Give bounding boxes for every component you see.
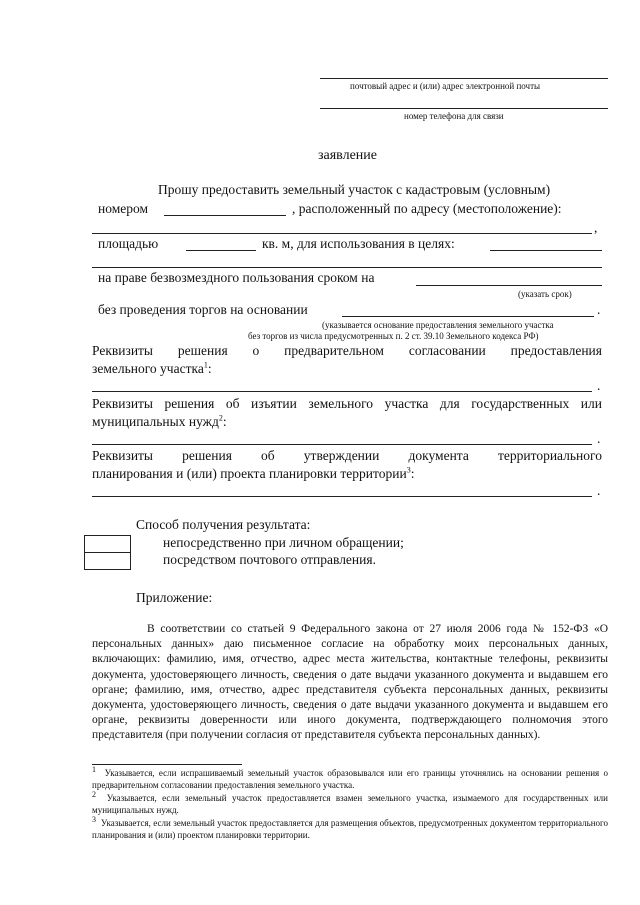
area-field[interactable] <box>186 250 256 251</box>
footnote-2-text: Указывается, если земельный участок предоставляется взамен земельного участка, изымаемого для государственных или муниципальных нужд. <box>92 793 608 815</box>
seizure-decision-line-2 <box>92 414 227 430</box>
document-title: заявление <box>318 148 378 163</box>
cadastral-number-label: номером <box>98 201 149 216</box>
footnote-ref-2: 2 <box>218 413 223 423</box>
prelim-decision-field[interactable] <box>92 391 592 392</box>
address-comma: , <box>594 220 598 235</box>
result-method-heading: Способ получения результата: <box>136 517 311 532</box>
postal-address-line[interactable] <box>320 78 608 79</box>
footnote-3-mark: 3 <box>92 815 96 824</box>
no-tender-label: без проведения торгов на основании <box>98 302 308 317</box>
option-by-mail: посредством почтового отправления. <box>163 552 376 567</box>
phone-line[interactable] <box>320 108 608 109</box>
footnote-1-mark: 1 <box>92 765 96 774</box>
planning-decision-line-1: Реквизиты решения об утверждении документа территориального <box>92 448 602 463</box>
planning-colon: : <box>410 466 415 481</box>
checkbox-in-person[interactable] <box>84 535 131 553</box>
area-label: площадью <box>98 236 159 251</box>
prelim-colon: : <box>207 361 212 376</box>
basis-period: . <box>597 302 601 317</box>
seizure-period: . <box>597 431 601 446</box>
prelim-decision-text: земельного участка <box>92 361 204 376</box>
footnote-1-text: Указывается, если испрашиваемый земельный участок образовывался или его границы уточнялись на основании решения о предварительном согласовании предоставления земельного участка. <box>92 768 608 790</box>
seizure-decision-field[interactable] <box>92 444 592 445</box>
footnote-ref-1: 1 <box>203 360 208 370</box>
footnote-2 <box>92 790 608 816</box>
footnote-1 <box>92 765 608 791</box>
area-unit-label: кв. м, для использования в целях: <box>262 236 455 251</box>
basis-field[interactable] <box>342 316 594 317</box>
request-line-1: Прошу предоставить земельный участок с кадастровым (условным) <box>158 182 551 197</box>
prelim-period: . <box>597 378 601 393</box>
footnote-ref-3: 3 <box>406 465 411 475</box>
consent-paragraph: В соответствии со статьей 9 Федерального закона от 27 июля 2006 года № 152-ФЗ «О персональных данных» даю письменное согласие на обработку моих персональных данных, включающих: фамилию, имя, отчество, адрес места жительства, контактные телефоны, реквизиты документа, удостоверяющего личность, сведения о дате выдачи указанного документа и выдавшем его органе; фамилию, имя, отчество, адрес представителя субъекта персональных данных, реквизиты документа, удостоверяющего личность, сведения о дате выдачи указанного документа и выдавшем его органе, реквизиты доверенности или иного документа, подтверждающего полномочия этого представителя (при получении согласия от представителя субъекта персональных данных). <box>92 623 608 742</box>
free-use-label: на праве безвозмездного пользования сроком на <box>98 270 375 285</box>
planning-decision-line-2 <box>92 466 414 482</box>
term-field[interactable] <box>416 285 602 286</box>
footnote-3 <box>92 815 608 841</box>
purpose-field-1[interactable] <box>490 250 602 251</box>
footnote-3-text: Указывается, если земельный участок предоставляется для размещения объектов, предусмотренных документом территориального планирования и (или) проектом планировки территории. <box>92 818 608 840</box>
attachment-label: Приложение: <box>136 590 213 605</box>
purpose-field-2[interactable] <box>92 267 602 268</box>
term-hint: (указать срок) <box>518 289 572 299</box>
footnote-separator <box>92 764 242 765</box>
prelim-decision-line-2 <box>92 361 212 377</box>
prelim-decision-line-1: Реквизиты решения о предварительном согласовании предоставления <box>92 343 602 358</box>
postal-address-caption: почтовый адрес и (или) адрес электронной почты <box>350 81 541 91</box>
basis-hint-1: (указывается основание предоставления земельного участка <box>322 320 554 330</box>
address-field[interactable] <box>92 233 592 234</box>
planning-decision-text: планирования и (или) проекта планировки территории <box>92 466 407 481</box>
basis-hint-2: без торгов из числа предусмотренных п. 2 ст. 39.10 Земельного кодекса РФ) <box>248 331 539 341</box>
option-in-person: непосредственно при личном обращении; <box>163 535 404 550</box>
located-at-label: , расположенный по адресу (местоположение): <box>292 201 562 216</box>
seizure-decision-text: муниципальных нужд <box>92 414 219 429</box>
planning-period: . <box>597 483 601 498</box>
cadastral-number-field[interactable] <box>164 215 286 216</box>
phone-caption: номер телефона для связи <box>404 111 504 121</box>
seizure-colon: : <box>222 414 227 429</box>
footnote-2-mark: 2 <box>92 790 96 799</box>
planning-decision-field[interactable] <box>92 496 592 497</box>
seizure-decision-line-1: Реквизиты решения об изъятии земельного участка для государственных или <box>92 396 602 411</box>
checkbox-by-mail[interactable] <box>84 552 131 570</box>
